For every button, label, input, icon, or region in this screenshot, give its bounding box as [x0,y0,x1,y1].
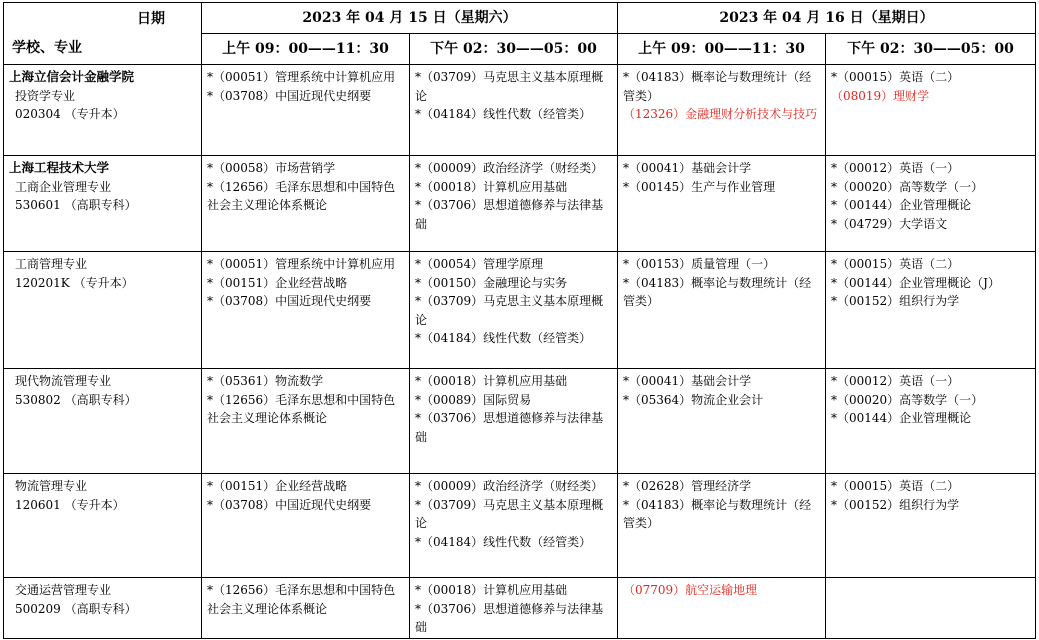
course-entry: *（04729）大学语文 [831,216,948,231]
course-entry: *（00150）金融理论与实务 [415,275,568,290]
session-header-day2-pm: 下午 02：30——05：00 [826,34,1036,65]
course-entry: *（04183）概率论与数理统计（经管类） [623,497,812,530]
course-entry: *（04184）线性代数（经管类） [415,331,592,345]
school-name: 上海立信会计金融学院 [9,69,135,84]
day1-am-cell [202,252,410,369]
course-entry: *（00151）企业经营战略 [207,275,348,290]
course-entry: *（00152）组织行为学 [831,294,960,308]
schedule-row [4,252,1036,369]
school-major-cell [4,156,202,252]
day2-pm-cell [826,65,1036,156]
course-entry: *（03706）思想道德修养与法律基础 [415,411,604,444]
major-code-level: 530802 （高职专科） [15,392,137,407]
session-header-day2-am: 上午 09：00——11：30 [618,34,826,65]
course-entry: （07709）航空运输地理 [623,583,758,597]
course-entry: *（00058）市场营销学 [207,161,336,175]
day1-am-cell [202,578,410,639]
day2-pm-cell [826,369,1036,474]
major-name: 交通运营管理专业 [15,583,112,597]
date-header-row [4,3,1036,34]
school-name: 上海工程技术大学 [9,160,110,175]
day1-am-cell [202,474,410,578]
day1-pm-cell [410,369,618,474]
course-entry: *（00041）基础会计学 [623,161,752,175]
corner-header-cell [4,3,202,65]
major-name: 物流管理专业 [15,479,88,493]
course-entry: *（02628）管理经济学 [623,479,752,493]
school-major-cell [4,65,202,156]
session-header-day1-pm: 下午 02：30——05：00 [410,34,618,65]
school-major-corner-label: 学校、专业 [12,39,82,56]
major-code-level: 530601 （高职专科） [15,198,137,212]
course-entry: （12326）金融理财分析技术与技巧 [623,107,818,121]
course-entry: *（00051）管理系统中计算机应用 [207,70,396,84]
day1-pm-cell [410,65,618,156]
school-major-cell [4,474,202,578]
course-entry: *（00020）高等数学（一） [831,179,984,194]
course-entry: *（00018）计算机应用基础 [415,179,568,194]
course-entry: *（12656）毛泽东思想和中国特色社会主义理论体系概论 [207,583,396,616]
course-entry: *（00151）企业经营战略 [207,479,348,493]
schedule-row [4,156,1036,252]
course-entry: *（04183）概率论与数理统计（经管类） [623,275,812,308]
course-entry: *（00020）高等数学（一） [831,392,984,407]
course-entry: *（03708）中国近现代史纲要 [207,497,372,512]
course-entry: *（03709）马克思主义基本原理概论 [415,497,604,530]
course-entry: *（03709）马克思主义基本原理概论 [415,70,604,103]
major-code-level: 500209 （高职专科） [15,601,137,616]
school-major-cell [4,252,202,369]
major-name: 工商管理专业 [15,257,88,271]
day2-am-cell [618,65,826,156]
course-entry: *（00089）国际贸易 [415,392,532,407]
schedule-row [4,369,1036,474]
course-entry: *（00152）组织行为学 [831,497,960,512]
major-code-level: 120201K （专升本） [15,275,134,290]
course-entry: *（12656）毛泽东思想和中国特色社会主义理论体系概论 [207,179,396,212]
course-entry: *（05361）物流数学 [207,374,324,388]
course-entry: *（12656）毛泽东思想和中国特色社会主义理论体系概论 [207,392,396,425]
date-corner-label: 日期 [137,11,165,27]
course-entry: *（00018）计算机应用基础 [415,583,568,597]
day2-pm-cell [826,474,1036,578]
day2-am-cell [618,156,826,252]
major-name: 工商企业管理专业 [15,179,112,194]
day1-pm-cell [410,156,618,252]
course-entry: *（04184）线性代数（经管类） [415,534,592,549]
date-header-day2: 2023 年 04 月 16 日（星期日） [618,3,1036,34]
course-entry: *（00041）基础会计学 [623,374,752,388]
day2-am-cell [618,252,826,369]
course-entry: *（04184）线性代数（经管类） [415,107,592,121]
major-name: 现代物流管理专业 [15,374,112,388]
major-name: 投资学专业 [15,88,76,103]
day1-am-cell [202,369,410,474]
day2-am-cell [618,578,826,639]
course-entry: *（00012）英语（一） [831,161,960,175]
course-entry: *（00018）计算机应用基础 [415,374,568,388]
schedule-row [4,474,1036,578]
course-entry: *（00015）英语（二） [831,257,960,271]
day1-pm-cell [410,578,618,639]
course-entry: （08019）理财学 [831,88,930,103]
course-entry: *（00144）企业管理概论 [831,411,972,425]
course-entry: *（00015）英语（二） [831,70,960,84]
school-major-cell [4,578,202,639]
day2-pm-cell [826,578,1036,639]
major-code-level: 020304 （专升本） [15,107,125,121]
course-entry: *（00051）管理系统中计算机应用 [207,257,396,271]
day2-am-cell [618,474,826,578]
course-entry: *（03706）思想道德修养与法律基础 [415,601,604,634]
course-entry: *（00009）政治经济学（财经类） [415,479,604,493]
day1-pm-cell [410,252,618,369]
session-header-day1-am: 上午 09：00——11：30 [202,34,410,65]
course-entry: *（03708）中国近现代史纲要 [207,294,372,308]
schedule-row [4,65,1036,156]
course-entry: *（03706）思想道德修养与法律基础 [415,198,604,231]
schedule-row [4,578,1036,639]
exam-schedule-table [3,2,1036,639]
day1-pm-cell [410,474,618,578]
day2-pm-cell [826,252,1036,369]
course-entry: *（00054）管理学原理 [415,257,544,271]
course-entry: *（03709）马克思主义基本原理概论 [415,294,604,327]
course-entry: *（00012）英语（一） [831,374,960,388]
course-entry: *（00145）生产与作业管理 [623,179,776,194]
course-entry: *（00009）政治经济学（财经类） [415,161,604,175]
course-entry: *（00153）质量管理（一） [623,257,776,271]
major-code-level: 120601 （专升本） [15,497,125,512]
day1-am-cell [202,65,410,156]
course-entry: *（03708）中国近现代史纲要 [207,88,372,103]
course-entry: *（00144）企业管理概论 [831,198,972,212]
day2-am-cell [618,369,826,474]
course-entry: *（04183）概率论与数理统计（经管类） [623,70,812,103]
day2-pm-cell [826,156,1036,252]
course-entry: *（00144）企业管理概论（J） [831,275,1000,290]
course-entry: *（00015）英语（二） [831,479,960,493]
course-entry: *（05364）物流企业会计 [623,392,764,407]
date-header-day1: 2023 年 04 月 15 日（星期六） [202,3,618,34]
day1-am-cell [202,156,410,252]
school-major-cell [4,369,202,474]
